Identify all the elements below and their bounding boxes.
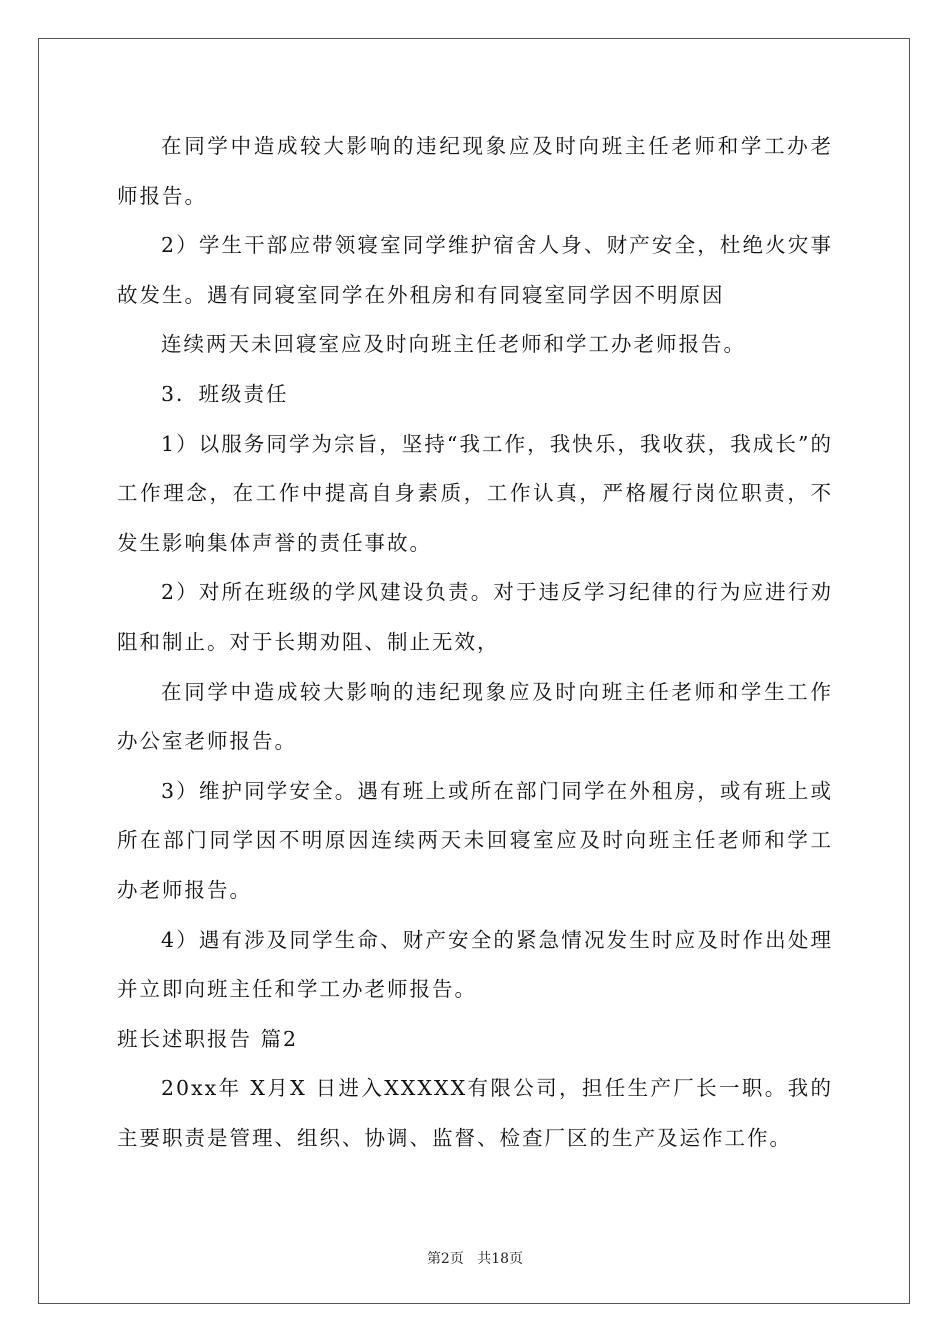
page-number: 第2页: [426, 1251, 464, 1267]
paragraph: 在同学中造成较大影响的违纪现象应及时向班主任老师和学生工作办公室老师报告。: [117, 679, 833, 754]
paragraph: 3）维护同学安全。遇有班上或所在部门同学在外租房，或有班上或所在部门同学因不明原因连续两天未回寝室应及时向班主任老师和学工办老师报告。: [117, 778, 833, 902]
paragraph: 2）学生干部应带领寝室同学维护宿舍人身、财产安全，杜绝火灾事故发生。遇有同寝室同学在外租房和有同寝室同学因不明原因: [117, 233, 833, 307]
page-footer: [0, 1248, 950, 1268]
paragraph: 连续两天未回寝室应及时向班主任老师和学工办老师报告。: [161, 332, 746, 357]
paragraph: 4）遇有涉及同学生命、财产安全的紧急情况发生时应及时作出处理并立即向班主任和学工办老师报告。: [117, 927, 833, 1002]
paragraph: 2）对所在班级的学风建设负责。对于违反学习纪律的行为应进行劝阻和制止。对于长期劝阻、制止无效，: [117, 580, 833, 654]
article-title: 班长述职报告 篇2: [117, 1026, 299, 1051]
document-body: [117, 122, 833, 1163]
paragraph: 1）以服务同学为宗旨，坚持“我工作，我快乐，我收获，我成长”的工作理念，在工作中提高自身素质，工作认真，严格履行岗位职责，不发生影响集体声誉的责任事故。: [117, 431, 833, 555]
paragraph: 20xx年 X月X 日进入XXXXX有限公司，担任生产厂长一职。我的主要职责是管理、组织、协调、监督、检查厂区的生产及运作工作。: [117, 1076, 833, 1150]
paragraph: 在同学中造成较大影响的违纪现象应及时向班主任老师和学工办老师报告。: [117, 134, 833, 208]
section-heading: 3．班级责任: [161, 381, 289, 406]
page-total: 共18页: [477, 1251, 524, 1267]
